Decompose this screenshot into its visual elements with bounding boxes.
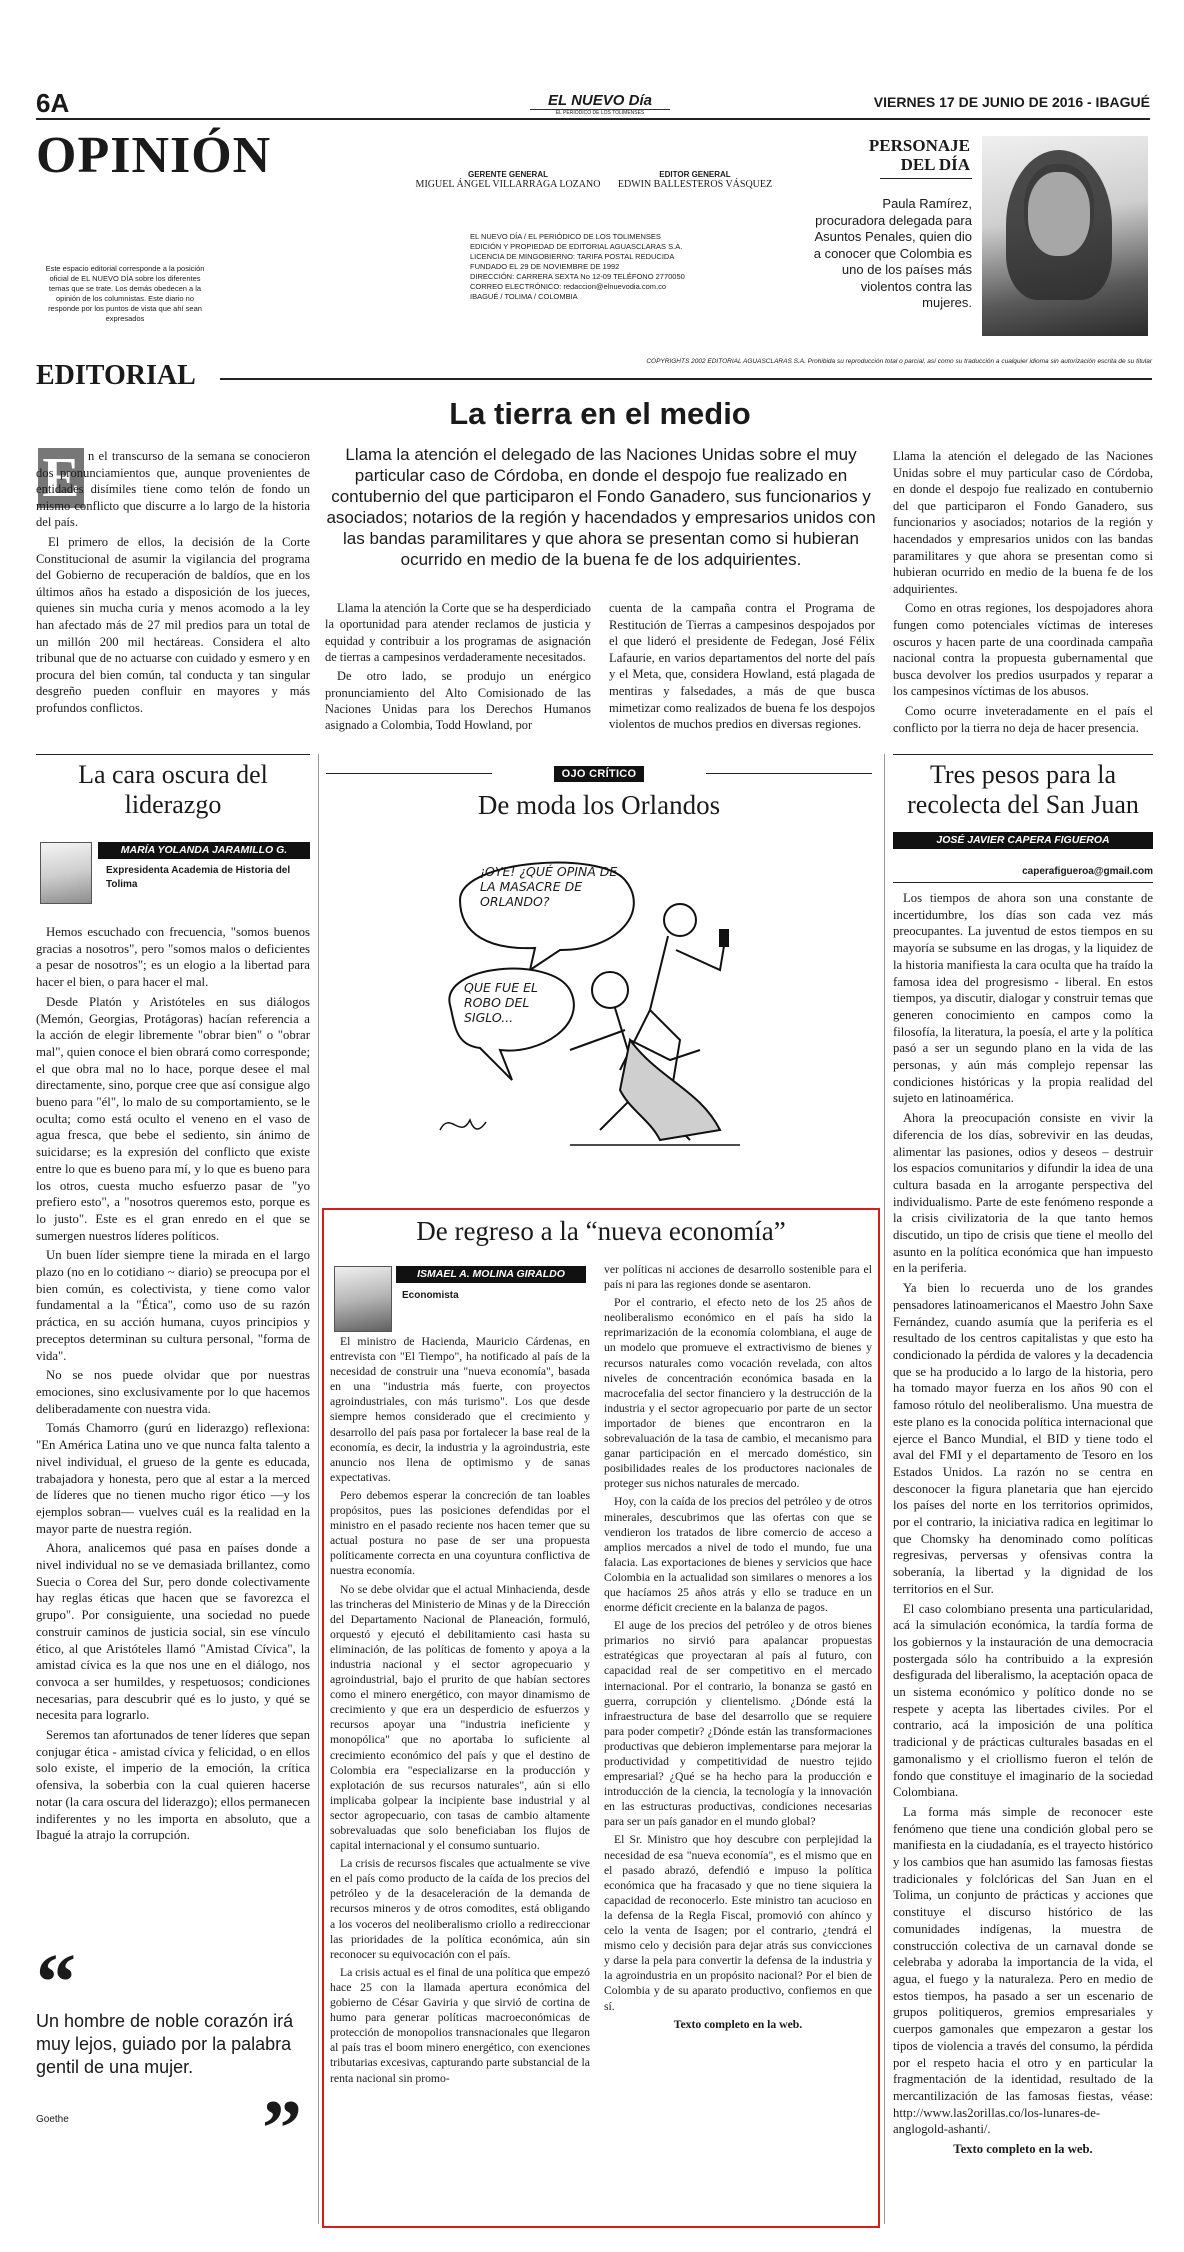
masthead-line: LICENCIA DE MINGOBIERNO: TARIFA POSTAL REDUCIDA (470, 252, 675, 261)
cartoon-drawing (420, 840, 760, 1170)
masthead-info (470, 232, 720, 302)
signature-mark (440, 1120, 486, 1130)
quote-text: Un hombre de noble corazón irá muy lejos, guiado por la palabra gentil de una mujer. (36, 2011, 294, 2077)
center-article-col2 (604, 1262, 872, 2032)
right-column-body (893, 890, 1153, 2158)
right-column-more-link[interactable]: Texto completo en la web. (953, 2142, 1093, 2157)
header-top-rule (36, 118, 1150, 120)
left-column-paragraph: Un buen líder siempre tiene la mirada en el largo plazo (no en lo cotidiano ~ diario) se preocupa por el bien común, es colectivista, y tiene como valor fundamental a la "Ética", como uso de su razón práctica, en su acción humana, cuyos principios y preceptos determinan su cultura personal, "forma de vida". (36, 1248, 310, 1363)
bubble-1-text: ¡OYE! ¿QUÉ OPINA DE LA MASACRE DE ORLANDO? (480, 864, 618, 909)
left-author-bar: MARÍA YOLANDA JARAMILLO G. (98, 842, 310, 859)
editorial-paragraph: cuenta de la campaña contra el Programa de Restitución de Tierras a campesinos despojados por el que lideró el presidente de Fedegan, José Félix Lafaurie, en varios departamentos del norte del país y el Meta, que, considera Howland, está plagada de mentiras y falsedades, a más de que busca mimetizar como realizados de buena fe los despojos violentos de muchos predios en diversas regiones. (609, 601, 875, 732)
brand-name: EL NUEVO Día (548, 92, 652, 109)
masthead-line: IBAGUÉ / TOLIMA / COLOMBIA (470, 292, 578, 301)
center-article-paragraph: El Sr. Ministro que hoy descubre con perplejidad la necesidad de esa "nueva economía", es el mismo que en el pasado abrazó, defendió e impuso la política económica que ha fracasado y que no tiene siquiera la capacidad de reconocerlo. Este ministro tan acucioso en la defensa de la Regla Fiscal, promovió con ahínco y celo la venta de Isagen; por el contrario, ¿tendrá el mismo celo y decisión para dejar atrás sus convicciones y darse la pela para convertir la defensa de la industria y la agroindustria en un propósito nacional? Por el bien de Colombia y de su aparato productivo, confiemos en que sí. (604, 1833, 872, 2013)
center-article-col1 (330, 1334, 590, 2089)
right-column-paragraph: Ahora la preocupación consiste en vivir la diferencia de los días, sobrevivir en las deudas, alimentar las pasiones, odios y deseos – destruir los espacios comunitarios y difundir la idea de una cultura basada en la arrogante perspectiva del individualismo. Parte de este fenómeno responde a la crisis civilizatoria de la que tanto hemos discutido, un tipo de crisis que tiene el meollo del asunto en la política económica que han impuesto en la periferia. (893, 1111, 1153, 1276)
left-column-paragraph: Tomás Chamorro (gurú en liderazgo) reflexiona: "En América Latina uno ve que nunca falta talento a nivel individual, el grueso de la gente es educada, trabajadora y honesta, pero que al estar a la merced de líderes que no tienen mucho rigor ético —y los ejemplos sobran— vuelves cuál es la realidad en la mayor parte de nuestra región. (36, 1421, 310, 1536)
brand-tagline: EL PERIÓDICO DE LOS TOLIMENSES (530, 109, 670, 116)
right-col-divider (884, 754, 885, 2224)
editorial-paragraph: Como en otras regiones, los despojadores ahora fungen como potenciales víctimas de intereses oscuros y hacen parte de una coordinada campaña nacional contra la propuesta gubernamental que busca devolver los predios usurpados y reparar a los campesinos víctimas de los abusos. (893, 601, 1153, 699)
right-column-title: Tres pesos para la recolecta del San Juan (907, 760, 1139, 819)
editorial-paragraph: De otro lado, se produjo un enérgico pronunciamiento del Alto Comisionado de las Naciones Unidas para los Derechos Humanos asignado a Colombia, Todd Howland, por (325, 669, 591, 733)
editorial-lead: Llama la atención el delegado de las Naciones Unidas sobre el muy particular caso de Córdoba, en donde el despojo fue realizado en contubernio del que participaron el Fondo Ganadero, sus funcionarios y asociados; notarios de la región y hacendados y empresarios unidos con las bandas paramilitares y que ahora se presentan como si hubieran ocurrido en medio de la buena fe de los adquirientes. (326, 445, 876, 569)
right-email-rule (893, 882, 1153, 883)
center-author-photo (334, 1266, 392, 1332)
editorial-col3 (609, 600, 875, 736)
center-article-paragraph: La crisis actual es el final de una política que empezó hace 25 con la llamada apertura económica del gobierno de César Gaviria y que sirvió de cortina de humo para generar políticas macroeconómicas de protección de monopolios transnacionales que llegaron al país tras el boom minero energético, con exenciones tributarias excesivas, capturando parte substancial de la renta nacional sin promo- (330, 1965, 590, 2085)
center-author-role: Economista (402, 1290, 459, 1301)
left-column-paragraph: Seremos tan afortunados de tener líderes que sepan conjugar ética - amistad cívica y felicidad, o en ellos solo existe, el imperio de la emoción, la crítica ofensiva, la soberbia con la cual quieren hacerse notar (la cara oscura del liderazgo); ellos permanecen indiferentes y no les importa en absoluto, que a Ibagué la atrajo la corrupción. (36, 1728, 310, 1843)
editor-block (600, 170, 790, 190)
right-column-paragraph: Los tiempos de ahora son una constante de incertidumbre, los días son cada vez más preocupantes. La juventud de estos tiempos en su mayoría se subsume en las drogas, y la liquidez de la historia manifiesta la cara oculta que ha traído la famosa idea del progresismo - liberal. En estos tiempos, ya discutir, dialogar y construir temas que generen conocimiento en campos como la filosofía, la literatura, la poesía, el arte y la política pasó a ser un segundo plano en la vida de las personas, y aún más complejo repensar las condiciones históricas y la propia realidad del sujeto en latinoamérica. (893, 891, 1153, 1106)
page-number: 6A (36, 88, 70, 118)
right-author-bar: JOSÉ JAVIER CAPERA FIGUEROA (893, 832, 1153, 849)
section-title: OPINIÓN (36, 127, 272, 184)
right-author-email: caperafigueroa@gmail.com (1022, 866, 1153, 877)
editorial-drop-cap: E (38, 448, 84, 508)
figure-1-head (664, 904, 696, 936)
center-article-paragraph: El ministro de Hacienda, Mauricio Cárdenas, en entrevista con "El Tiempo", ha notificado al país de la necesidad de construir una "nueva economía", basada en una "industria más fuerte, con proyectos agroindustriales, con más turismo". Los que desde siempre hemos considerado que el crecimiento y desarrollo del país pasa por fortalecer la base real de la economía, es decir, la industria y la agroindustria, este anuncio nos llena de optimismo y de sanas expectativas. (330, 1335, 590, 1484)
center-author-bar: ISMAEL A. MOLINA GIRALDO (396, 1266, 586, 1283)
microphone (720, 930, 728, 946)
left-column-paragraph: Hemos escuchado con frecuencia, "somos buenos gracias a nosotros", pero "somos malos o deficientes a pesar de nosotros"; es un elogio a la libertad para hacer el bien, o para hacer el mal. (36, 925, 310, 990)
copyright-line: COPYRIGHTS 2002 EDITORIAL AGUASCLARAS S.A. Prohibida su reproducción total o parcial, así como su traducción a cualquier idioma sin autorización escrita de su titular (646, 358, 1152, 365)
center-article-paragraph: Hoy, con la caída de los precios del petróleo y de otros minerales, descubrimos que las ofertas con que se vendieron los tratados de libre comercio de acceso a amplios mercados a nivel de todo el mundo, fue una falacia. Las exportaciones de bienes y servicios que hace Colombia en la actualidad son similares o menores a los que hacíamos 25 años atrás y ello se traduce en un enorme déficit creciente en la balanza de pagos. (604, 1495, 872, 1615)
masthead-line: DIRECCIÓN: CARRERA SEXTA No 12-09 TELÉFONO 2770050 (470, 272, 685, 281)
quote-close-mark: ” (262, 2085, 302, 2173)
left-column-top-rule (36, 754, 310, 755)
editorial-col1 (36, 448, 310, 720)
center-article-paragraph: Pero debemos esperar la concreción de tan loables propósitos, pues las posiciones defendidas por el ministro en el pasado reciente nos hacen temer que su actual postura no pase de ser una propuesta políticamente correcta en una coyuntura conflictiva de nuestra economía. (330, 1488, 590, 1578)
left-col-divider (318, 754, 319, 2224)
editorial-col4 (893, 448, 1153, 739)
editorial-paragraph: Llama la atención el delegado de las Naciones Unidas sobre el muy particular caso de Córdoba, en donde el despojo fue realizado en contubernio del que participaron el Fondo Ganadero, sus funcionarios y asociados; notarios de la región y hacendados y empresarios unidos con las bandas paramilitares y que ahora se presentan como si hubieran ocurrido en medio de la buena fe de los adquirientes. (893, 449, 1153, 596)
editor-name: EDWIN BALLESTEROS VÁSQUEZ (617, 179, 773, 190)
personaje-photo-face2 (1028, 172, 1090, 256)
center-article-paragraph: ver políticas ni acciones de desarrollo sostenible para el país ni para las regiones donde se asentaron. (604, 1263, 872, 1292)
editorial-paragraph: n el transcurso de la semana se conocieron dos pronunciamientos que, aunque provenientes de entidades disímiles tiene como telón de fondo un mismo conflicto que discurre a lo largo de la historia del país. (36, 449, 310, 530)
gerente-role: GERENTE GENERAL (467, 170, 548, 179)
center-article-paragraph: Por el contrario, el efecto neto de los 25 años de neoliberalismo económico en el país ha sido la reprimarización de la economía colombiana, el auge de un modelo que promueve el extractivismo de bienes y recursos naturales como vocación revelada, con altos niveles de concentración económica basada en la macrocefalia del sector financiero y la destrucción de la industria y el sector agropecuario por parte de un sector importador de bienes que encontraron en la sobrevaluación de la tasa de cambio, el mecanismo para ganar participación en el mercado doméstico, sin posibilidades reales de los productores nacionales de proteger sus nichos naturales de mercado. (604, 1296, 872, 1491)
editorial-paragraph: Como ocurre inveteradamente en el país el conflicto por la tierra no deja de hacer presencia. (893, 703, 1153, 735)
left-column-paragraph: Desde Platón y Aristóteles en sus diálogos (Memón, Georgias, Protágoras) hacían referencia a la acción de elegir libremente "obrar bien" o "obrar mal", quien conoce el bien obrará como corresponde; el que obra mal no lo hace, porque desee el mal directamente, sino, porque cree que así consigue algo bueno para "él", lo malo de su comportamiento, se le oculta; como está oculto el veneno en el vaso de agua fresca, que bebe el sediento, sin ánimo de suicidarse; es la expresión del conflicto que existe entre lo que es bueno para mí, y lo que es bueno para los otros, cuesta mucho esfuerzo pasar de "yo prefiero esto", a "nosotros queremos esto, porque es lo justo". Este es el gran enredo en el que se sumergen nuestros líderes políticos. (36, 994, 310, 1243)
left-author-role: Expresidenta Academia de Historia del Tolima (106, 865, 291, 890)
editorial-paragraph: Llama la atención la Corte que se ha desperdiciado la oportunidad para atender reclamos de justicia y equidad y contribuir a los programas de asignación de tierras a campesinos verdaderamente necesitados. (325, 601, 591, 665)
cartoon-title: De moda los Orlandos (477, 790, 721, 820)
center-article-title: De regreso a la “nueva economía” (416, 1216, 786, 1246)
right-column-top-rule (893, 754, 1153, 755)
center-article-paragraph: El auge de los precios del petróleo y de otros bienes primarios no sirvió para apalancar propuestas estratégicas que proyectaran al país al futuro, con capacidad real de ser competitivo en el mercado internacional. Por el contrario, la bonanza se gastó en guerra, corrupción y clientelismo. ¿Dónde está la infraestructura de base del desarrollo que se requiere para poder competir? ¿Dónde están las transformaciones productivas que debieron implementarse para mejorar la productividad y competitividad de nuestro tejido empresarial? ¿Qué se ha hecho para la producción e introducción de la ciencia, la tecnología y la innovación en las estructuras productivas, condiciones necesarias para ser un país ganador en el mundo global? (604, 1619, 872, 1829)
quote-author: Goethe (36, 2114, 69, 2125)
editor-role: EDITOR GENERAL (659, 170, 731, 179)
personaje-text: Paula Ramírez, procuradora delegada para Asuntos Penales, quien dio a conocer que Colombia es uno de los países más violentos contra las mujeres. (813, 196, 972, 310)
left-column-title: La cara oscura del liderazgo (78, 760, 268, 819)
editorial-rule (220, 378, 1152, 380)
editorial-title: La tierra en el medio (449, 396, 751, 431)
editorial-col2 (325, 600, 591, 737)
cartoon-label: OJO CRÍTICO (554, 766, 645, 782)
personaje-photo (982, 136, 1148, 336)
masthead-line: FUNDADO EL 29 DE NOVIEMBRE DE 1992 (470, 262, 620, 271)
editorial-paragraph: El primero de ellos, la decisión de la Corte Constitucional de asumir la vigilancia del programa del Gobierno de recuperación de baldíos, que en los últimos años ha estado a disposición de los jueces, quienes sin mucha curia y menos acomodo a la ley han afectado más de 27 mil predios para un total de un millón 200 mil hectáreas. Considera el alto tribunal que de no actuarse con cuidado y esmero y en procura del bien común, tal conducta y tan singular desgreño pueden confluir en mayores y más profundos conflictos. (36, 534, 310, 715)
left-column-paragraph: No se nos puede olvidar que por nuestras emociones, sino exclusivamente por lo que hacemos deliberadamente con nuestra vida. (36, 1368, 310, 1416)
left-column-body (36, 924, 310, 1847)
right-column-paragraph: La forma más simple de reconocer este fenómeno que tiene una condición global pero se manifiesta en la ciudadanía, es el trayecto histórico y los cambios que han asumido las famosas fiestas tradicionales y folclóricas del San Juan en el Tolima, un conjunto de prácticas y acciones que constituye el discurso histórico de las comunidades indígenas, la muestra de construcción colectiva de un carnaval donde se celebraba y adoraba la importancia de la vida, el agua, el fuego y la naturaleza. Pero en medio de estos tiempos, ha pasado a ser un escenario de grupos politiqueros, gremios empresariales y cuerpos gamonales que empezaron a gestar los tipos de violencia a través del consumo, la pérdida por el respeto hacia el otro y en particular la fragmentación de la identidad, resultado de la mercantilización de las famosas fiestas, véase: http://www.las2orillas.co/los-lunares-de-anglogold-ashanti/. (893, 1804, 1153, 2137)
right-column-paragraph: El caso colombiano presenta una particularidad, acá la simulación económica, la tardía forma de los gobiernos y la instauración de una democracia postergada sólo ha contribuido a la expresión desfigurada del liberalismo, la aceptación opaca de un sistema económico y político donde no se respete y acepta las libertades civiles. Por el contrario, acá la imposición de una política tradicional y de prácticas culturales basadas en el gamonalismo y el criollismo fueron el telón de fondo que constituye el imaginario de la sociedad Colombiana. (893, 1601, 1153, 1800)
right-column-paragraph: Ya bien lo recuerda uno de los grandes pensadores latinoamericanos el Maestro John Saxe Fernández, cuando asumía que la periferia es el resultado de los centros capitalistas y que esto ha condicionado la pérdida de valores y la decadencia que se ha producido a lo largo de la historia, pero ha tomado mayor fuerza en los años 90 con el famoso rótulo del neoliberalismo. Una muestra de este plano es la conocida política internacional que ejerce el Banco Mundial, el BID y tiene todo el aval del FMI y el departamento de Tesoro en los Estados Unidos. La razón no se centra en desconocer la figura planetaria que han ejercido los países del norte en los territorios oprimidos, por el contrario, la iniciativa radica en legitimar lo que Chomsky ha denominado como políticas regresivas, perversas y ofensivas contra la soberanía, la libertad y la dignidad de los territorios en el Sur. (893, 1281, 1153, 1596)
gerente-name: MIGUEL ÁNGEL VILLARRAGA LOZANO (415, 179, 601, 190)
center-article-paragraph: No se debe olvidar que el actual Minhacienda, desde las trincheras del Ministerio de Minas y de la Dirección del Departamento Nacional de Planeación, formuló, orquestó y ejecutó el debilitamiento casi hasta su eliminación, de las políticas de fomento y apoya a la industria nacional y el sector agropecuario y agroindustrial, bajo el prurito de que habían sectores como el minero energético, con mayor dinamismo de crecimiento y que era un desperdicio de esfuerzos y recursos apoyar una "industria ineficiente y monopólica" que no aportaba lo suficiente al crecimiento económico del país y que el destino de Colombia era "especializarse en la producción y explotación de sus recursos naturales", aún si ello implicaba golpear la incipiente base industrial y al sector agropecuario, con tasas de cambio altamente sobrevaluadas que solo beneficiaban los flujos de capital internacional y el consumo suntuario. (330, 1582, 590, 1853)
editorial-label: EDITORIAL (36, 360, 196, 391)
brand-logo (530, 92, 670, 116)
cartoon-label-rule-right (706, 773, 872, 774)
center-article-paragraph: La crisis de recursos fiscales que actualmente se vive en el país como producto de la caída de los precios del petróleo y de la desaceleración de la demanda de recursos mineros y de otros comodites, está obligando a los voceros del neoliberalismo criollo a redireccionar las prioridades de la política económica, aún sin reconocer su equivocación con el país. (330, 1857, 590, 1961)
personaje-rule (880, 178, 972, 179)
quote-open-mark: “ (36, 1939, 76, 2027)
gerente-block (408, 170, 608, 190)
personaje-title (840, 136, 970, 174)
center-article-more-link[interactable]: Texto completo en la web. (673, 2017, 803, 2031)
editorial-disclaimer: Este espacio editorial corresponde a la posición oficial de EL NUEVO DÍA sobre los diferentes temas que se trate. Los demás obedecen a la opinión de los columnistas. Este diario no responde por los puntos de vista que ahí sean expresados (45, 264, 205, 323)
left-column-paragraph: Ahora, analicemos qué pasa en países donde a nivel individual no se ve demasiada brillantez, como Suecia o Corea del Sur, pero donde colectivamente hay reglas éticas que hacen que se favorezca el grupo". Por consiguiente, una sociedad no puede construir caminos de justicia social, sin ese vínculo ético, al que Aristóteles llamó "Amistad Cívica", la amistad cívica es la que nos une en el diálogo, nos convoca a ser humildes, y respetuosos; condiciones necesarias, para descubrir qué es lo justo, y qué se necesita para lograrlo. (36, 1541, 310, 1723)
left-author-photo (40, 842, 92, 904)
personaje-title-line2: DEL DÍA (900, 155, 970, 174)
masthead-line: CORREO ELECTRÓNICO: redaccion@elnuevodia.com.co (470, 282, 667, 291)
masthead-line: EDICIÓN Y PROPIEDAD DE EDITORIAL AGUASCLARAS S.A. (470, 242, 683, 251)
figure-2-head (592, 972, 628, 1008)
header-date: VIERNES 17 DE JUNIO DE 2016 - IBAGUÉ (873, 94, 1150, 110)
masthead-line: EL NUEVO DÍA / EL PERIÓDICO DE LOS TOLIMENSES (470, 232, 661, 241)
personaje-title-line1: PERSONAJE (868, 136, 970, 155)
bubble-2-text: QUE FUE EL ROBO DEL SIGLO... (464, 980, 538, 1025)
cartoon-label-wrap (326, 764, 872, 782)
figure-2-cloak (620, 1040, 720, 1140)
cartoon-label-rule-left (326, 773, 492, 774)
